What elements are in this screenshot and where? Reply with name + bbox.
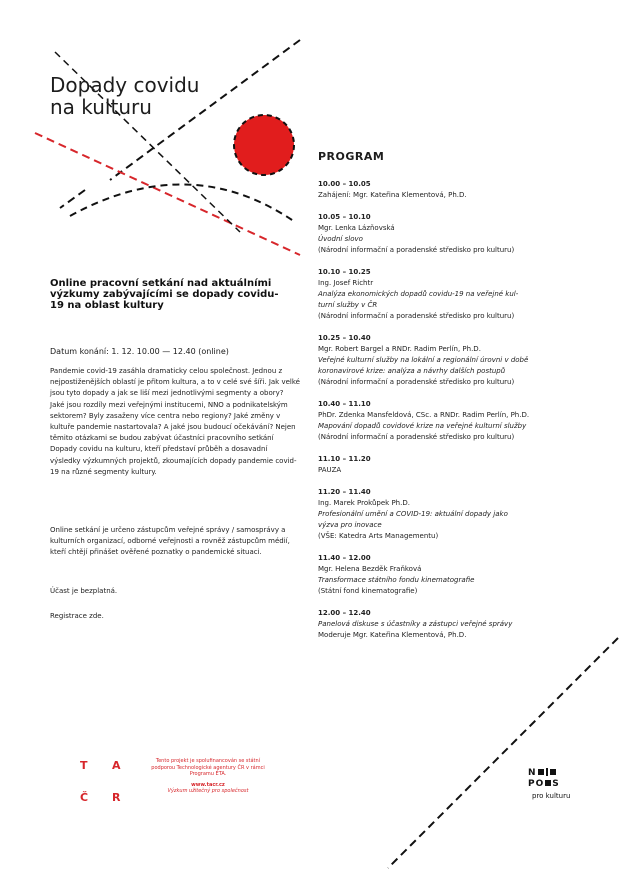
program-slot — [318, 399, 578, 443]
slot-time: 12.00 – 12.40 — [318, 609, 371, 617]
slot-topic-continued: koronavirové krize: analýza a návrhy dalších postupů — [318, 367, 506, 375]
title-line-2: na kulturu — [50, 95, 152, 119]
program-slot — [318, 267, 578, 322]
nipos-square-icon — [538, 769, 544, 775]
slot-organization: (Národní informační a poradenské středisko pro kulturu) — [318, 378, 515, 386]
nipos-letters: PO — [528, 779, 545, 789]
slot-time: 10.05 – 10.10 — [318, 213, 371, 221]
title-line-1: Dopady covidu — [50, 73, 200, 97]
program-slot — [318, 212, 578, 256]
event-subtitle: Online pracovní setkání nad aktuálními výzkumy zabývajícími se dopady covidu-19 na oblast kultury — [50, 278, 279, 311]
slot-break: PAUZA — [318, 466, 342, 474]
program-slot — [318, 487, 578, 542]
slot-topic: Profesionální umění a COVID-19: aktuální dopady jako — [318, 510, 508, 518]
nipos-square-icon — [550, 769, 556, 775]
tacr-letter: R — [112, 791, 121, 804]
slot-speaker: PhDr. Zdenka Mansfeldová, CSc. a RNDr. Radim Perlín, Ph.D. — [318, 411, 530, 419]
program-slot — [318, 454, 578, 476]
slot-time: 10.10 – 10.25 — [318, 268, 371, 276]
nipos-logo — [528, 768, 560, 790]
slot-topic-continued: výzva pro inovace — [318, 521, 382, 529]
slot-speaker: Zahájení: Mgr. Kateřina Klementová, Ph.D. — [318, 191, 467, 199]
slot-speaker: Ing. Marek Prokůpek Ph.D. — [318, 499, 410, 507]
slot-organization: (VŠE: Katedra Arts Managementu) — [318, 532, 439, 540]
slot-speaker: Ing. Josef Richtr — [318, 279, 374, 287]
slot-organization: (Národní informační a poradenské středisko pro kulturu) — [318, 246, 515, 254]
black-dashed-diagonal-bottom — [388, 638, 618, 868]
slot-organization: (Národní informační a poradenské středisko pro kulturu) — [318, 433, 515, 441]
black-dashed-arc — [70, 184, 295, 222]
program-slot — [318, 179, 578, 201]
slot-time: 10.00 – 10.05 — [318, 180, 371, 188]
audience-paragraph: Online setkání je určeno zástupcům veřejné správy / samosprávy a kulturních organizací, odborné veřejnosti a rovněž zástupcům médií, kteří chtějí přinášet ověřené poznatky o pandemické situaci. — [50, 526, 290, 557]
tacr-letter: T — [80, 759, 88, 772]
nipos-letter: N — [528, 768, 537, 778]
tacr-funding-note — [148, 758, 268, 795]
tacr-slogan: Výzkum užitečný pro společnost — [167, 788, 249, 794]
nipos-logo-line-1 — [528, 768, 560, 779]
slot-topic: Mapování dopadů covidové krize na veřejné kulturní služby — [318, 422, 527, 430]
program-list — [318, 179, 578, 652]
nipos-bar-icon — [546, 768, 548, 776]
tacr-funding-text: Tento projekt je spolufinancován se státní podporou Technologické agentury ČR v rámci Programu ÉTA. — [151, 758, 265, 777]
event-date: Datum konání: 1. 12. 10.00 — 12.40 (online) — [50, 347, 229, 356]
slot-speaker: Mgr. Robert Bargel a RNDr. Radim Perlín, Ph.D. — [318, 345, 481, 353]
slot-topic: Panelová diskuse s účastníky a zástupci veřejné správy — [318, 620, 513, 628]
nipos-letter: S — [552, 779, 560, 789]
slot-time: 11.10 – 11.20 — [318, 455, 371, 463]
slot-time: 11.20 – 11.40 — [318, 488, 371, 496]
slot-speaker: Mgr. Lenka Lázňovská — [318, 224, 395, 232]
program-heading: PROGRAM — [318, 150, 385, 163]
program-slot — [318, 608, 578, 641]
slot-topic: Veřejné kulturní služby na lokální a regionální úrovni v době — [318, 356, 529, 364]
slot-time: 11.40 – 12.00 — [318, 554, 371, 562]
slot-topic: Úvodní slovo — [318, 235, 363, 243]
tacr-logo — [78, 759, 128, 807]
slot-speaker: Mgr. Helena Bezděk Fraňková — [318, 565, 422, 573]
slot-organization: (Státní fond kinematografie) — [318, 587, 418, 595]
program-slot — [318, 553, 578, 597]
tacr-letter: Č — [80, 791, 89, 804]
page-title — [50, 74, 199, 118]
slot-organization: (Národní informační a poradenské středisko pro kulturu) — [318, 312, 515, 320]
slot-moderator: Moderuje Mgr. Kateřina Klementová, Ph.D. — [318, 631, 467, 639]
slot-topic-continued: turní služby v ČR — [318, 301, 378, 309]
program-slot — [318, 333, 578, 388]
slot-time: 10.40 – 11.10 — [318, 400, 371, 408]
tacr-url[interactable]: www.tacr.cz — [191, 781, 225, 788]
slot-topic: Transformace státního fondu kinematografie — [318, 576, 475, 584]
intro-paragraph: Pandemie covid-19 zasáhla dramaticky celou společnost. Jednou z nejpostiženějších oblastí je přitom kultura, a to v celé své šíři. Jak velké jsou tyto dopady a jak se liší mezi jednotlivými segmenty a obory? Jaké jsou rozdíly mezi veřejnými institucemi, NNO a podnikatelským sektorem? Byly zasaženy více centra nebo regiony? Jaké změny v kultuře pandemie nastartovala? A jaké jsou budoucí očekávání? Nejen těmito otázkami se budou zabývat účastníci pracovního setkání Dopady covidu na kulturu, kteří představí průběh a dosavadní výsledky výzkumných projektů, zkoumajících dopady pandemie covid-19 na různé segmenty kultury. — [50, 367, 300, 476]
nipos-logo-line-2 — [528, 779, 560, 790]
tacr-letter: A — [112, 759, 121, 772]
nipos-subtitle: pro kulturu — [532, 792, 571, 800]
free-entry-note: Účast je bezplatná. — [50, 587, 118, 595]
nipos-square-icon — [545, 780, 551, 786]
red-sun-circle — [234, 115, 294, 175]
slot-time: 10.25 – 10.40 — [318, 334, 371, 342]
registration-link[interactable]: Registrace zde. — [50, 612, 104, 620]
slot-topic: Analýza ekonomických dopadů covidu-19 na veřejné kul- — [318, 290, 519, 298]
black-dashed-diagonal-top-left — [60, 190, 85, 208]
